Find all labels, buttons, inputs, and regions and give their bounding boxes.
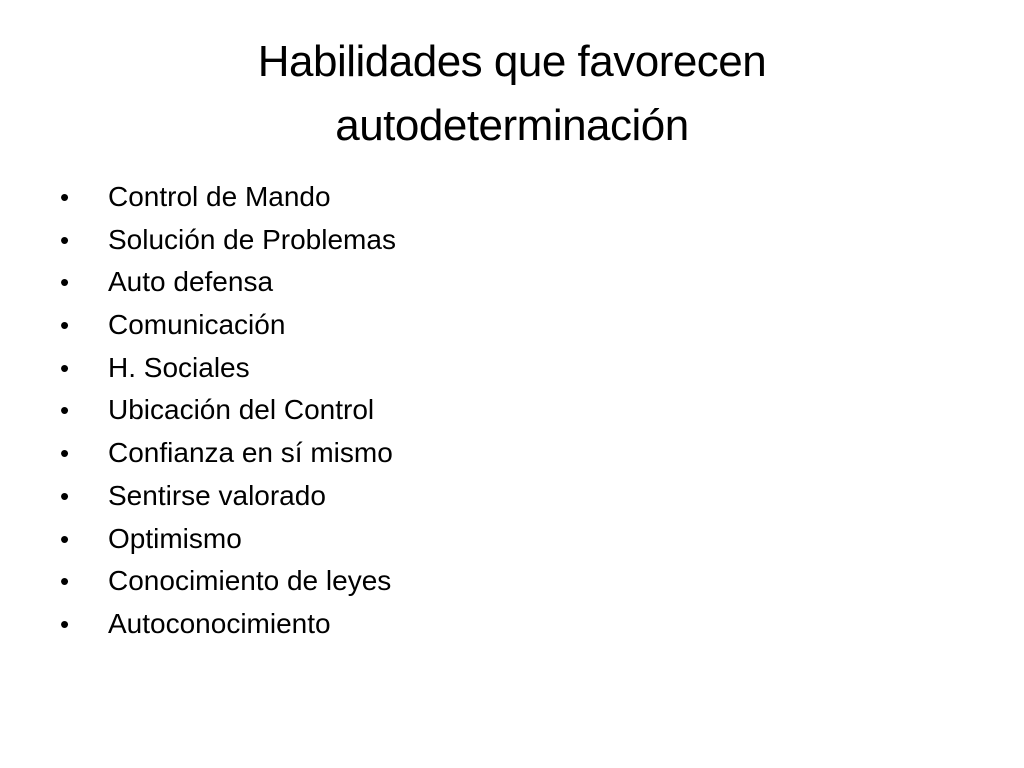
slide-title-line-1: Habilidades que favorecen: [257, 37, 767, 86]
bullet-item-label: Autoconocimiento: [108, 607, 331, 639]
bullet-item-label: Conocimiento de leyes: [108, 565, 392, 597]
bullet-icon: •: [60, 395, 70, 426]
bullet-icon: •: [60, 608, 70, 639]
bullet-item: [60, 176, 396, 219]
bullet-item-label: Solución de Problemas: [108, 223, 396, 255]
bullet-item: [60, 347, 396, 390]
bullet-item-label: Comunicación: [108, 309, 286, 341]
bullet-item-label: H. Sociales: [108, 351, 250, 383]
bullet-icon: •: [60, 267, 70, 298]
bullet-icon: •: [60, 523, 70, 554]
bullet-item-label: Control de Mando: [108, 181, 331, 212]
bullet-item: [60, 219, 396, 262]
bullet-item: [60, 475, 396, 518]
bullet-icon: •: [60, 438, 70, 469]
bullet-item-label: Confianza en sí mismo: [108, 437, 393, 469]
slide-title-line-2: autodeterminación: [335, 101, 689, 150]
bullet-item-label: Sentirse valorado: [108, 479, 326, 511]
bullet-item-label: Ubicación del Control: [108, 394, 375, 426]
bullet-icon: •: [60, 480, 70, 511]
bullet-list: [60, 176, 396, 646]
bullet-item: [60, 304, 396, 347]
bullet-item: [60, 603, 396, 646]
slide-title: [60, 30, 964, 158]
bullet-item: [60, 518, 396, 561]
bullet-item: [60, 432, 396, 475]
bullet-item-label: Auto defensa: [108, 266, 274, 298]
bullet-icon: •: [60, 566, 70, 597]
bullet-icon: •: [60, 352, 70, 383]
bullet-item: [60, 560, 396, 603]
bullet-icon: •: [60, 182, 70, 212]
bullet-icon: •: [60, 310, 70, 341]
bullet-item-label: Optimismo: [108, 522, 242, 554]
bullet-icon: •: [60, 224, 70, 255]
bullet-item: [60, 261, 396, 304]
bullet-item: [60, 389, 396, 432]
